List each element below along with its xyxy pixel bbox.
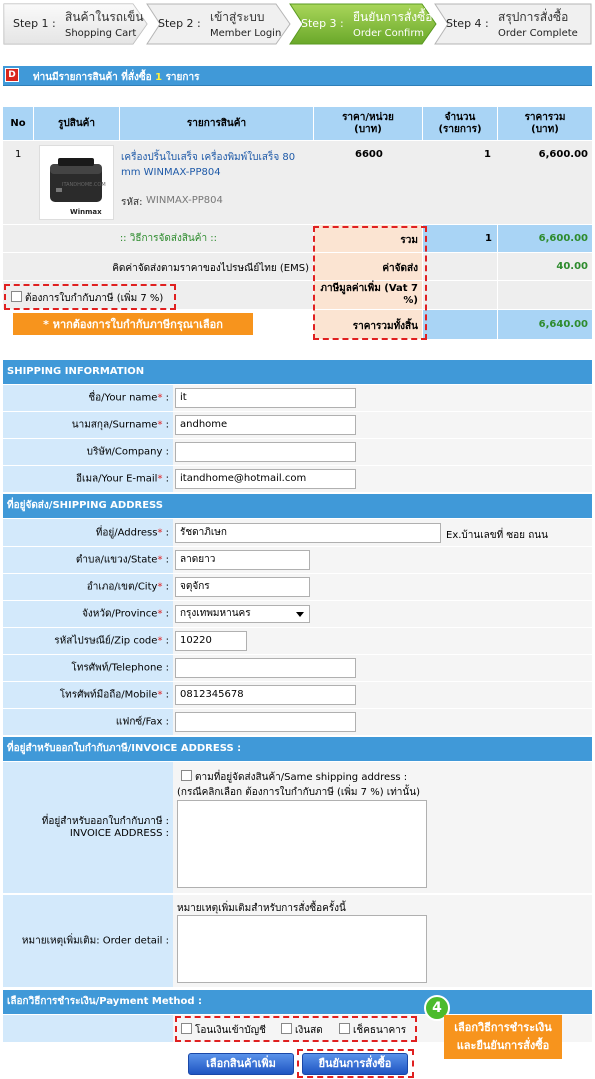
mobile-label: โทรศัพท์มือถือ/Mobile* :	[59, 689, 169, 701]
company-cell	[173, 439, 592, 465]
mobile-input[interactable]: 0812345678	[175, 685, 356, 705]
shipping-fee-label: ค่าจัดส่ง	[382, 263, 418, 274]
item-total: 6,600.00	[538, 149, 588, 160]
product-code: WINMAX-PP804	[146, 195, 223, 206]
grand-total-value: 6,640.00	[538, 319, 588, 330]
product-image-brand: Winmax	[70, 208, 102, 216]
shipping-method-row	[3, 225, 313, 252]
invoice-address-label-1: ที่อยู่สำหรับออกใบกำกับภาษี :	[41, 815, 169, 827]
product-image[interactable]	[39, 145, 114, 220]
product-image-watermark: ITANDHOME.COM	[62, 182, 106, 188]
ems-row	[3, 253, 313, 280]
payment-highlight-box	[175, 1016, 417, 1042]
vat-note-callout: * หากต้องการใบกำกับภาษีกรุณาเลือก	[13, 313, 253, 335]
shipping-fee-value: 40.00	[556, 261, 588, 272]
step-1-english: Shopping Cart	[65, 28, 137, 39]
row-address	[3, 519, 592, 547]
vat-highlight-box	[4, 284, 176, 310]
zip-label-text: รหัสไปรษณีย์/Zip code	[54, 635, 158, 647]
row-city	[3, 574, 592, 601]
step-3-english: Order Confirm	[353, 28, 425, 39]
same-address-note: (กรณีคลิกเลือก ต้องการใบกำกับภาษี (เพิ่ม 7 %) เท่านั้น)	[177, 787, 420, 798]
zip-required: *	[157, 635, 163, 647]
shipping-info-header: SHIPPING INFORMATION	[3, 360, 592, 384]
state-cell	[173, 547, 592, 573]
name-label-text: ชื่อ/Your name	[88, 392, 158, 404]
mobile-label-text: โทรศัพท์มือถือ/Mobile	[59, 689, 158, 701]
telephone-label: โทรศัพท์/Telephone :	[71, 662, 169, 674]
grand-qty-cell	[423, 310, 497, 339]
cart-badge-icon: D	[5, 68, 19, 82]
payment-cash-label: เงินสด	[295, 1025, 323, 1036]
city-cell	[173, 574, 592, 600]
grand-total-label: ราคารวมทั้งสิ้น	[352, 321, 418, 332]
zip-input[interactable]: 10220	[175, 631, 247, 651]
summary-highlight-box	[313, 226, 427, 340]
order-detail-textarea[interactable]	[177, 915, 427, 983]
grand-total-cell	[498, 310, 592, 339]
continue-shopping-button[interactable]: เลือกสินค้าเพิ่ม	[188, 1053, 294, 1075]
surname-cell	[173, 412, 592, 438]
invoice-address-label	[3, 816, 171, 840]
col-item: รายการสินค้า	[120, 107, 313, 140]
address-label: ที่อยู่/Address* :	[95, 527, 169, 538]
surname-label: นามสกุล/Surname* :	[71, 419, 169, 431]
sum-qty: 1	[485, 233, 492, 244]
telephone-input[interactable]	[175, 658, 356, 678]
address-required: *	[157, 527, 163, 538]
city-label: อำเภอ/เขต/City* :	[86, 581, 169, 593]
state-required: *	[157, 554, 163, 566]
order-detail-label: หมายเหตุเพิ่มเติม: Order detail :	[21, 935, 169, 947]
sum-total: 6,600.00	[538, 233, 588, 244]
city-required: *	[157, 581, 163, 593]
sum-qty-cell	[423, 225, 497, 252]
payment-callout-line1: เลือกวิธีการชำระเงิน	[454, 1021, 552, 1034]
step-1[interactable]	[3, 3, 148, 45]
step-1-thai: สินค้าในรถเข็น	[65, 10, 144, 24]
product-name-link[interactable]: เครื่องปริ้นใบเสร็จ เครื่องพิมพ์ใบเสร็จ 80 mm WINMAX-PP804	[121, 152, 296, 178]
fax-input[interactable]	[175, 712, 356, 732]
telephone-cell	[173, 655, 592, 681]
step-3-thai: ยืนยันการสั่งซื้อ	[353, 10, 433, 24]
same-address-checkbox[interactable]	[181, 770, 192, 781]
email-input[interactable]: itandhome@hotmail.com	[175, 469, 356, 489]
step-4[interactable]	[434, 3, 592, 45]
item-no: 1	[15, 149, 22, 160]
cart-summary-suffix: รายการ	[165, 72, 200, 83]
email-label-text: อีเมล/Your E-mail	[76, 473, 158, 485]
step-number-badge: 4	[424, 995, 450, 1021]
step-3-active[interactable]	[289, 3, 437, 45]
payment-cheque-label: เช็คธนาคาร	[353, 1025, 407, 1036]
row-state	[3, 547, 592, 574]
product-code-label: รหัส:	[121, 197, 143, 208]
cart-summary-text	[33, 70, 199, 85]
order-detail-note: หมายเหตุเพิ่มเติมสำหรับการสั่งซื้อครั้งนี้	[177, 903, 346, 914]
shipping-method-label: :: วิธีการจัดส่งสินค้า ::	[119, 233, 217, 244]
step-2-number: Step 2 :	[158, 17, 201, 30]
item-unit-price: 6600	[355, 149, 383, 160]
vat-checkbox-label: ต้องการใบกำกับภาษี (เพิ่ม 7 %)	[25, 293, 164, 304]
province-cell	[173, 601, 592, 627]
surname-required: *	[157, 419, 163, 431]
shipping-fee-qty-cell	[423, 253, 497, 280]
shipping-fee-cell	[498, 253, 592, 280]
col-price: ราคา/หน่วย (บาท)	[314, 107, 422, 140]
sum-total-cell	[498, 225, 592, 252]
checkout-steps	[3, 3, 592, 45]
state-label: ตำบล/แขวง/State* :	[75, 554, 169, 566]
email-required: *	[157, 473, 163, 485]
row-email	[3, 466, 592, 493]
row-province	[3, 601, 592, 628]
cart-item-count: 1	[155, 72, 163, 83]
province-value: กรุงเทพมหานคร	[180, 608, 251, 619]
invoice-address-textarea[interactable]	[177, 800, 427, 888]
address-hint: Ex.บ้านเลขที่ ซอย ถนน	[446, 530, 548, 541]
email-cell	[173, 466, 592, 492]
payment-header: เลือกวิธีการชำระเงิน/Payment Method :	[3, 990, 592, 1014]
mobile-required: *	[157, 689, 163, 701]
step-4-english: Order Complete	[498, 28, 578, 39]
row-order-detail	[3, 895, 592, 988]
surname-label-text: นามสกุล/Surname	[71, 419, 158, 431]
province-label: จังหวัด/Province* :	[82, 608, 169, 620]
row-name	[3, 385, 592, 412]
surname-input[interactable]: andhome	[175, 415, 356, 435]
sum-label: รวม	[400, 235, 418, 246]
province-required: *	[157, 608, 163, 620]
confirm-highlight-box	[297, 1049, 414, 1078]
same-address-option[interactable]	[181, 770, 407, 785]
step-4-thai: สรุปการสั่งซื้อ	[498, 10, 569, 24]
name-cell	[173, 385, 592, 411]
invoice-address-cell	[173, 762, 592, 893]
cart-summary-bar	[3, 66, 592, 86]
fax-cell	[173, 709, 592, 735]
address-input[interactable]: รัชดาภิเษก	[175, 523, 441, 543]
payment-transfer-label: โอนเงินเข้าบัญชี	[195, 1025, 266, 1036]
vat-value-cell	[498, 281, 592, 309]
zip-cell	[173, 628, 592, 654]
col-no: No	[3, 107, 33, 140]
company-input[interactable]	[175, 442, 356, 462]
step-4-number: Step 4 :	[446, 17, 489, 30]
vat-label: ภาษีมูลค่าเพิ่ม (Vat 7 %)	[320, 283, 418, 306]
mobile-cell	[173, 682, 592, 708]
same-address-label: ตามที่อยู่จัดส่งสินค้า/Same shipping address :	[195, 772, 408, 783]
order-detail-cell	[173, 895, 592, 987]
confirm-order-button[interactable]: ยืนยันการสั่งซื้อ	[302, 1053, 408, 1075]
row-company	[3, 439, 592, 466]
state-input[interactable]: ลาดยาว	[175, 550, 310, 570]
fax-label: แฟกซ์/Fax :	[115, 716, 169, 728]
step-2-english: Member Login	[210, 28, 282, 39]
col-total: ราคารวม (บาท)	[498, 107, 592, 140]
col-image: รูปสินค้า	[34, 107, 119, 140]
row-zip	[3, 628, 592, 655]
email-label: อีเมล/Your E-mail* :	[76, 473, 169, 485]
ems-label: คิดค่าจัดส่งตามราคาของไปรษณีย์ไทย (EMS)	[112, 263, 309, 274]
name-input[interactable]: it	[175, 388, 356, 408]
step-2[interactable]	[146, 3, 291, 45]
chevron-down-icon	[296, 612, 304, 617]
printer-icon	[40, 146, 113, 219]
cart-summary-prefix: ท่านมีรายการสินค้า ที่สั่งซื้อ	[33, 72, 152, 83]
vat-qty-cell	[423, 281, 497, 309]
row-surname	[3, 412, 592, 439]
item-qty: 1	[484, 149, 491, 160]
payment-callout	[444, 1015, 562, 1059]
company-label: บริษัท/Company :	[86, 446, 169, 458]
invoice-header: ที่อยู่สำหรับออกใบกำกับภาษี/INVOICE ADDRESS :	[3, 737, 592, 761]
row-invoice-address	[3, 762, 592, 894]
row-mobile	[3, 682, 592, 709]
province-label-text: จังหวัด/Province	[82, 608, 158, 620]
step-2-thai: เข้าสู่ระบบ	[210, 10, 265, 24]
address-cell	[173, 519, 592, 546]
state-label-text: ตำบล/แขวง/State	[75, 554, 158, 566]
row-telephone	[3, 655, 592, 682]
city-input[interactable]: จตุจักร	[175, 577, 310, 597]
zip-label: รหัสไปรษณีย์/Zip code* :	[54, 635, 169, 647]
payment-callout-line2: และยืนยันการสั่งซื้อ	[456, 1039, 550, 1052]
step-1-number: Step 1 :	[13, 17, 56, 30]
invoice-address-label-2: INVOICE ADDRESS :	[69, 827, 169, 839]
col-qty: จำนวน (รายการ)	[423, 107, 497, 140]
city-label-text: อำเภอ/เขต/City	[86, 581, 158, 593]
address-label-text: ที่อยู่/Address	[95, 527, 158, 538]
province-select[interactable]	[175, 605, 310, 623]
row-fax	[3, 709, 592, 736]
name-required: *	[157, 392, 163, 404]
step-3-number: Step 3 :	[301, 17, 344, 30]
name-label: ชื่อ/Your name* :	[88, 392, 169, 404]
shipping-address-header: ที่อยู่จัดส่ง/SHIPPING ADDRESS	[3, 494, 592, 518]
